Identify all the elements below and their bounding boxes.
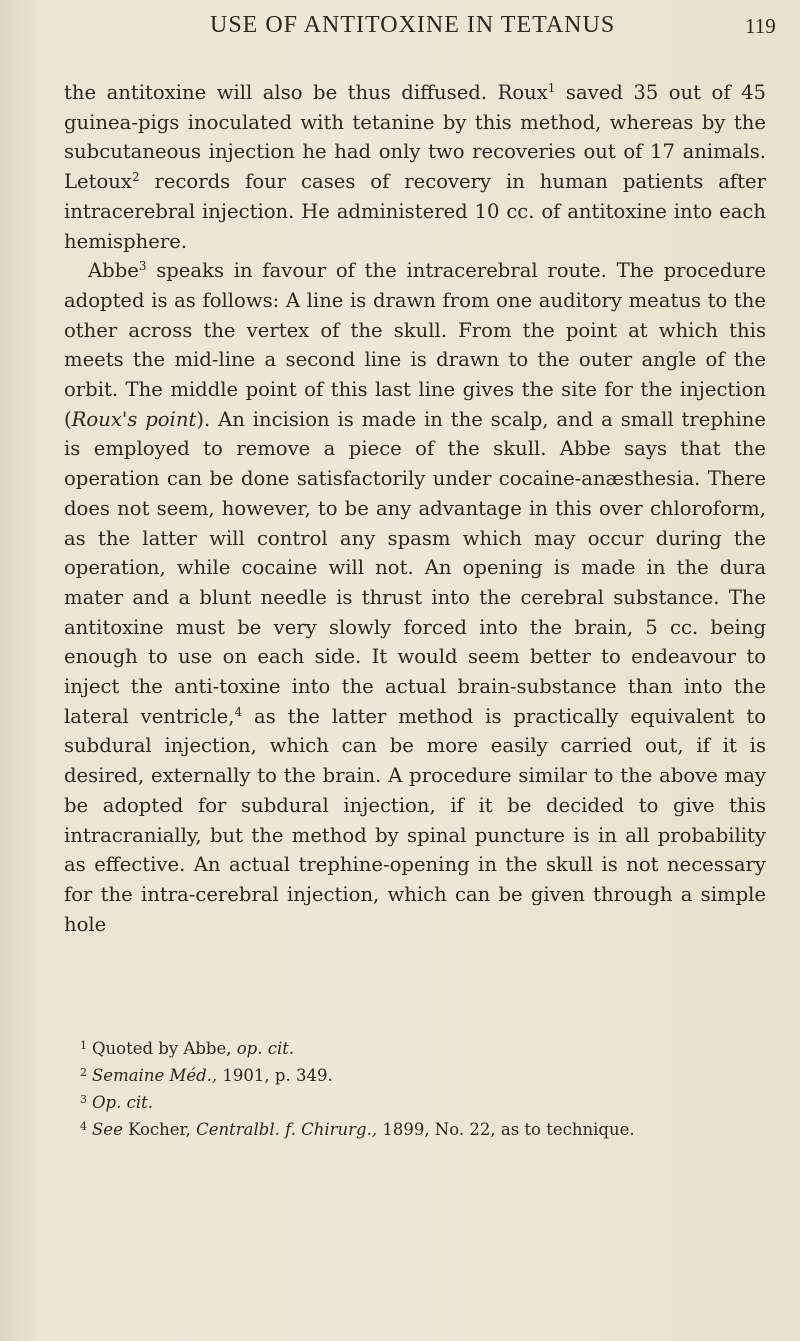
footnote-italic: Op. cit. [92, 1093, 153, 1112]
footnote-ref: 2 [131, 170, 140, 185]
footnote-italic: Semaine Méd., [92, 1066, 218, 1085]
footnote-mark: 4 [80, 1120, 87, 1133]
text-run: ). An incision is made in the scalp, and a small trephine is employed to remove a piece of the skull. Abbe says that the operation can be done satisfactorily under cocaine-anæsthesia. There does not seem, however, to be any advantage in this over chloroform, as the latter will control any spasm which may occur during the operation, while cocaine will not. An opening is made in the dura mater and a blunt needle is thrust into the cerebral substance. The antitoxine must be very slowly forced into the brain, 5 cc. being enough to use on each side. It would seem better to endeavour to inject the anti-toxine into the actual brain-substance than into the lateral ventricle, [64, 407, 766, 728]
footnote [80, 1088, 780, 1115]
footnote-italic: See [92, 1120, 123, 1139]
text-run: records four cases of recovery in human patients after intracerebral injection. He administered 10 cc. of antitoxine into each hemisphere. [64, 170, 766, 253]
footnote-mark: 3 [80, 1093, 87, 1106]
footnote-ref: 3 [138, 259, 147, 274]
text-run: Abbe [88, 259, 139, 283]
text-run: saved 35 out of 45 guinea-pigs inoculated with tetanine by this method, whereas by the subcutaneous injection he had only two recoveries out of 17 animals. Letoux [64, 81, 767, 194]
footnote-ref: 4 [234, 704, 243, 719]
body-text [64, 78, 766, 939]
paragraph [64, 78, 766, 256]
paragraph [64, 256, 766, 939]
footnote [80, 1061, 780, 1088]
footnotes [80, 1034, 780, 1142]
footnote [80, 1115, 780, 1142]
footnote-text: Quoted by Abbe, [92, 1039, 237, 1058]
text-run: the antitoxine will also be thus diffused. Roux [64, 81, 548, 104]
text-run: as the latter method is practically equivalent to subdural injection, which can be more easily carried out, if it is desired, externally to the brain. A procedure similar to the above may be adopted for subdural injection, if it be decided to give this intracranially, but the method by spinal puncture is in all probability as effective. An actual trephine-opening in the skull is not necessary for the intra-cerebral injection, which can be given through a simple hole [64, 704, 766, 936]
footnote-text: 1901, p. 349. [217, 1066, 333, 1085]
footnote-italic: op. cit. [236, 1039, 295, 1058]
footnote-italic: Centralbl. f. Chirurg., [196, 1120, 378, 1139]
italic-term: Roux's point [71, 407, 197, 431]
running-title: USE OF ANTITOXINE IN TETANUS [210, 12, 616, 38]
footnote-text: 1899, No. 22, as to technique. [377, 1120, 635, 1139]
page-number: 119 [745, 14, 776, 38]
footnote-mark: 1 [80, 1039, 87, 1052]
text-run: speaks in favour of the intracerebral route. The procedure adopted is as follows: A line is drawn from one auditory meatus to the other across the vertex of the skull. From the point at which this meets the mid-line a second line is drawn to the outer angle of the orbit. The middle point of this last line gives the site for the injection ( [64, 259, 766, 431]
footnote-ref: 1 [547, 81, 556, 95]
footnote-text: Kocher, [122, 1120, 197, 1139]
footnote [80, 1034, 780, 1061]
footnote-mark: 2 [80, 1066, 87, 1079]
